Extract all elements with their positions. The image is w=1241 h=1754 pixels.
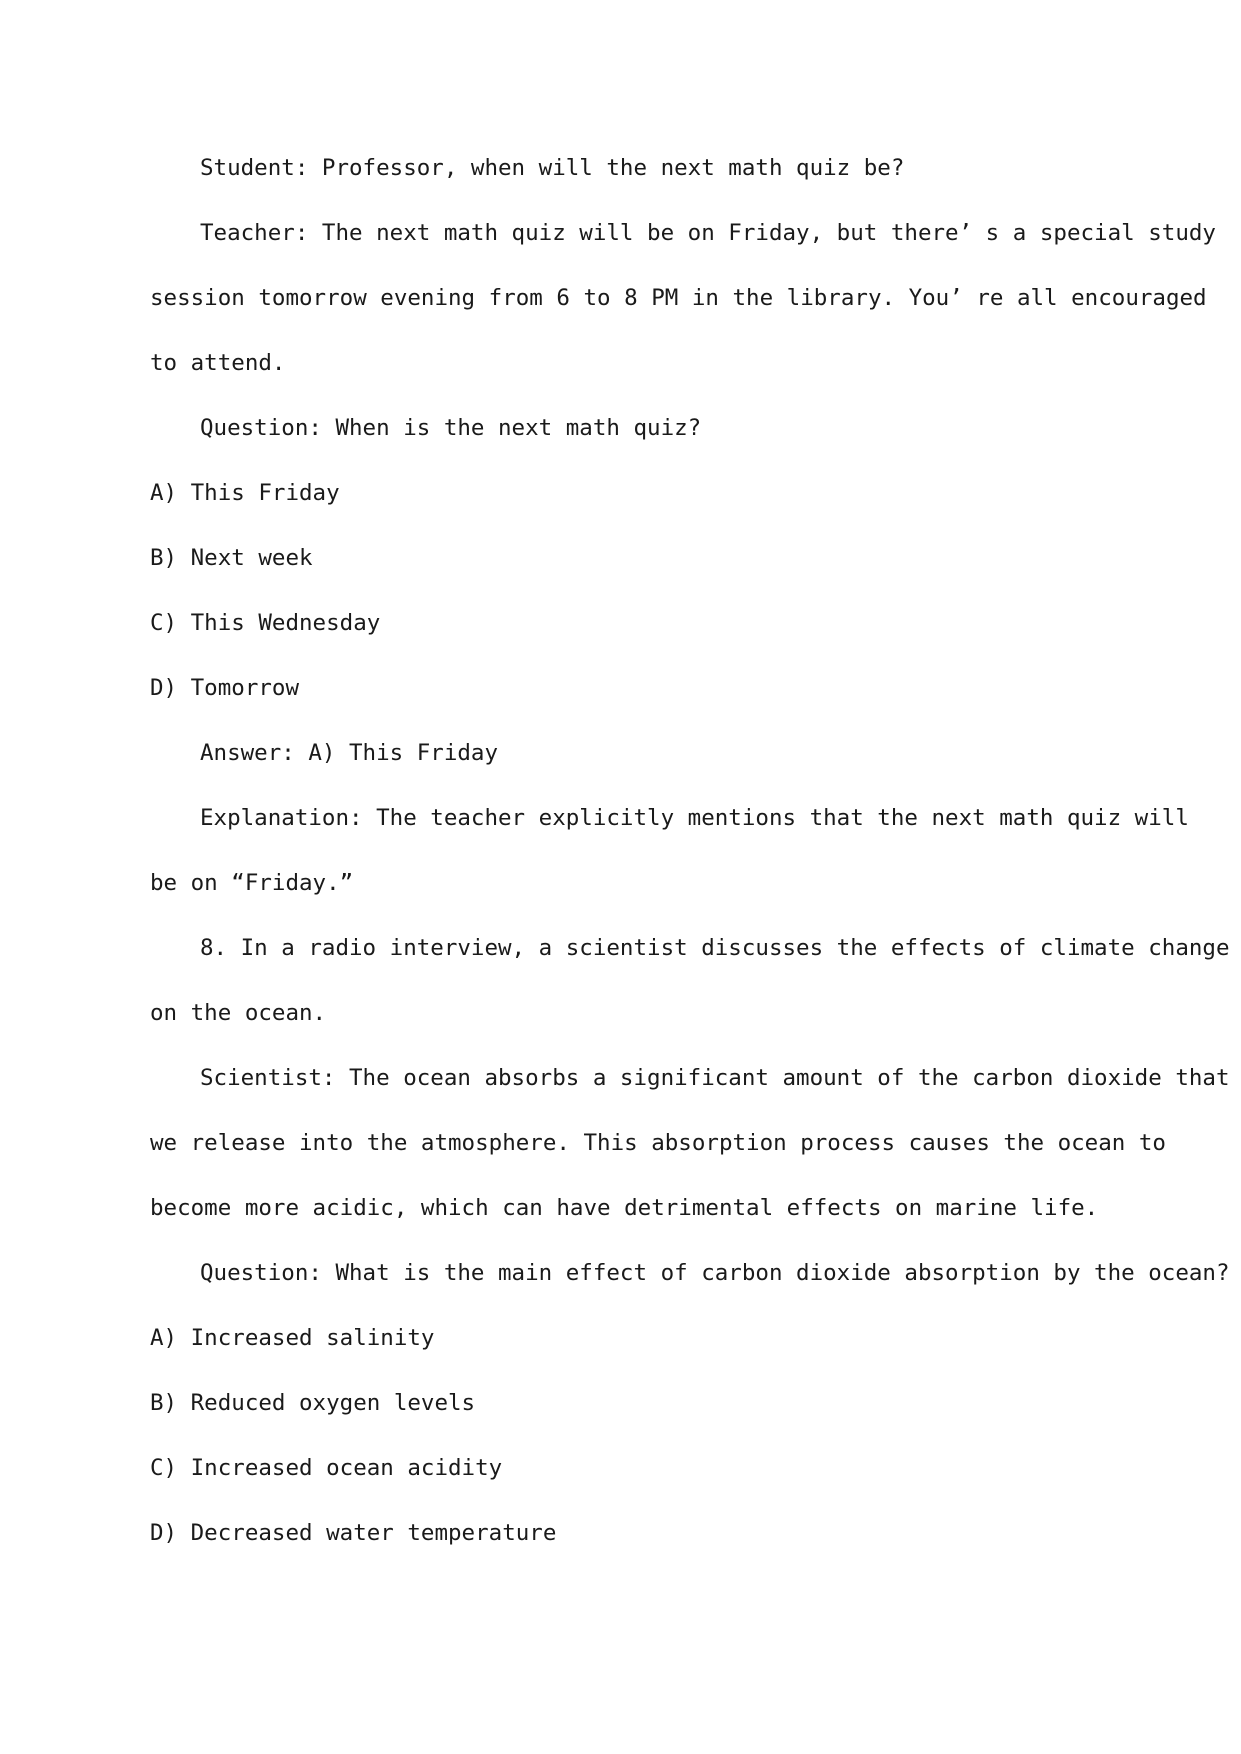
dialogue-student: Student: Professor, when will the next math quiz be? [200,155,905,181]
option-c: C) This Wednesday [150,610,381,636]
dialogue-scientist-cont: we release into the atmosphere. This absorption process causes the ocean to [150,1130,1166,1156]
option-d: D) Tomorrow [150,675,300,701]
explanation-text-cont: be on “Friday.” [150,870,354,896]
dialogue-scientist: Scientist: The ocean absorbs a significant amount of the carbon dioxide that [200,1065,1230,1091]
option-d: D) Decreased water temperature [150,1520,557,1546]
dialogue-teacher: Teacher: The next math quiz will be on Friday, but there’ s a special study [200,220,1216,246]
answer-text: Answer: A) This Friday [200,740,499,766]
dialogue-scientist-cont: become more acidic, which can have detrimental effects on marine life. [150,1195,1099,1221]
option-a: A) This Friday [150,480,340,506]
option-a: A) Increased salinity [150,1325,435,1351]
document-body [150,136,1230,1566]
option-b: B) Next week [150,545,313,571]
item-heading-cont: on the ocean. [150,1000,327,1026]
dialogue-teacher-cont: to attend. [150,350,286,376]
item-heading: 8. In a radio interview, a scientist discusses the effects of climate change [200,935,1230,961]
option-c: C) Increased ocean acidity [150,1455,503,1481]
question-text: Question: When is the next math quiz? [200,415,702,441]
option-b: B) Reduced oxygen levels [150,1390,476,1416]
dialogue-teacher-cont: session tomorrow evening from 6 to 8 PM in the library. You’ re all encouraged [150,285,1207,311]
question-text: Question: What is the main effect of carbon dioxide absorption by the ocean? [200,1260,1230,1286]
explanation-text: Explanation: The teacher explicitly mentions that the next math quiz will [200,805,1189,831]
